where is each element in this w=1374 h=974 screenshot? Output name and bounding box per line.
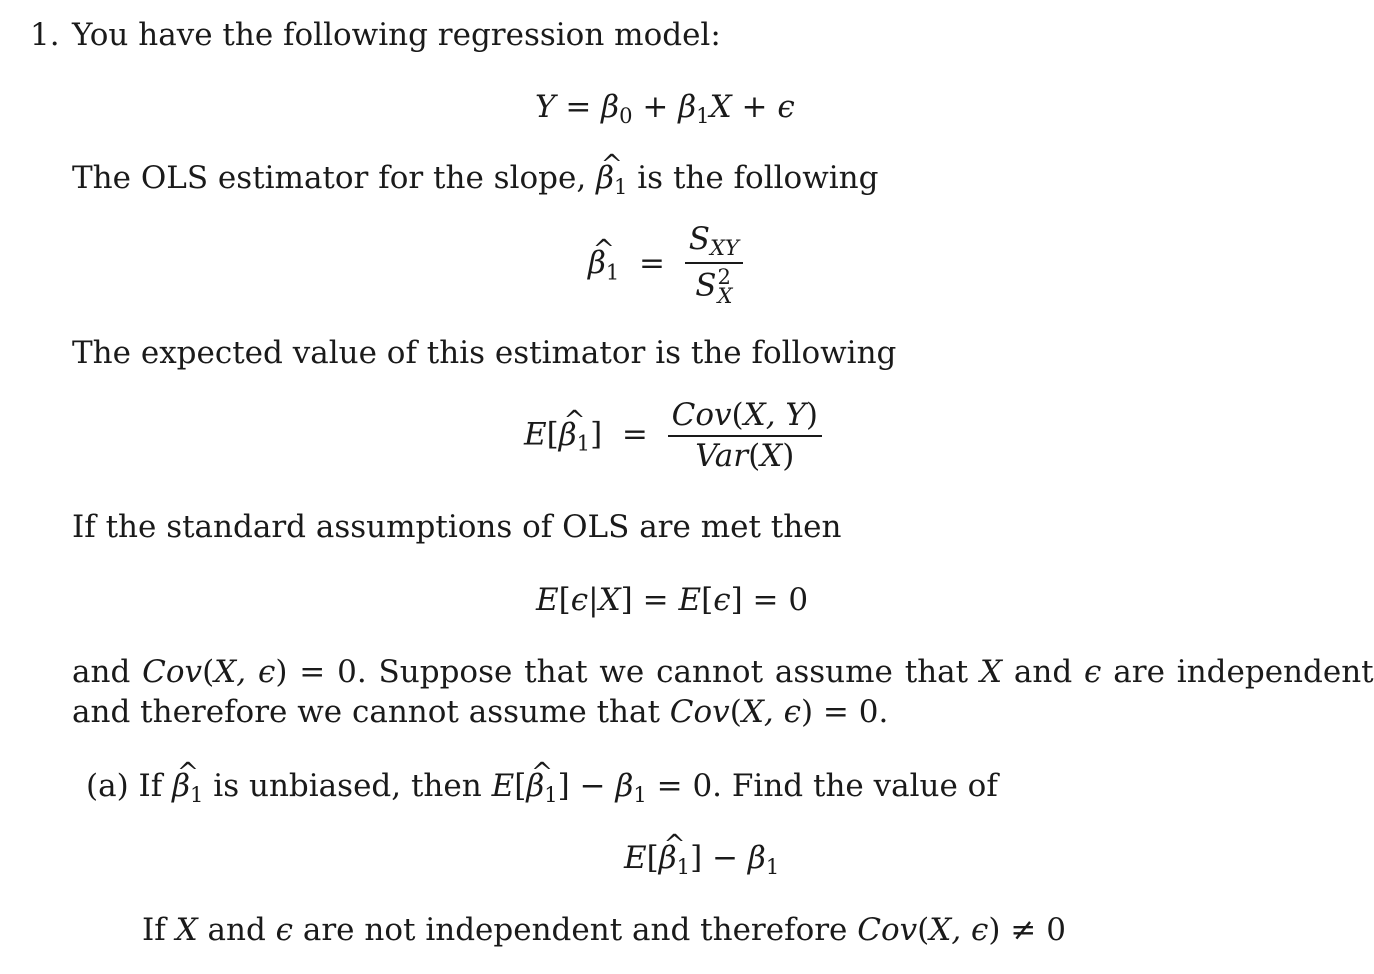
item-intro-line — [30, 17, 721, 53]
expected-value-text: The expected value of this estimator is the following — [72, 335, 897, 371]
part-a-line: (a) If ^ $\beta_1$ is unbiased, then E[^ $\beta_1] - \beta_1 = 0$. Find the value of — [86, 771, 998, 805]
bias-equation: E[^ $\beta_1] - \beta_1$ — [624, 843, 779, 877]
part-a-label: (a) — [86, 768, 129, 804]
expected-value-equation: E[^ $\beta_1$] = $\frac{\text{Cov(X, Y)}}{\text{Var(X)}}$ — [524, 400, 822, 472]
ols-estimator-text: The OLS estimator for the slope, ^ $\beta_1$ is the following — [72, 163, 878, 197]
beta-hat-equation: ^ $\beta_1$ = SXY S 2 X — [588, 224, 743, 306]
paragraph-line-2: and therefore we cannot assume that Cov(X, ϵ) = 0. — [72, 694, 889, 730]
paragraph-line-1: and Cov(X, ϵ) = 0. Suppose that we cannot assume that X and ϵ are independent — [72, 654, 1374, 690]
model-equation: $Y = \beta_0 + \beta_1X + \epsilon$ — [535, 89, 795, 128]
item-number: 1. — [30, 17, 60, 53]
intro-text: You have the following regression model: — [72, 17, 721, 53]
beta-hat-fraction: SXY S 2 X — [685, 224, 743, 306]
assumption-equation: E[ϵ|X] = E[ϵ] = 0 — [536, 582, 809, 618]
closing-text: If X and ϵ are not independent and therefore Cov(X, ϵ) ≠ 0 — [142, 912, 1066, 948]
expected-value-fraction: $\frac{\text{Cov(X, Y)}}{\text{Var(X)}}$ — [668, 400, 822, 472]
assumption-text: If the standard assumptions of OLS are met then — [72, 509, 842, 545]
